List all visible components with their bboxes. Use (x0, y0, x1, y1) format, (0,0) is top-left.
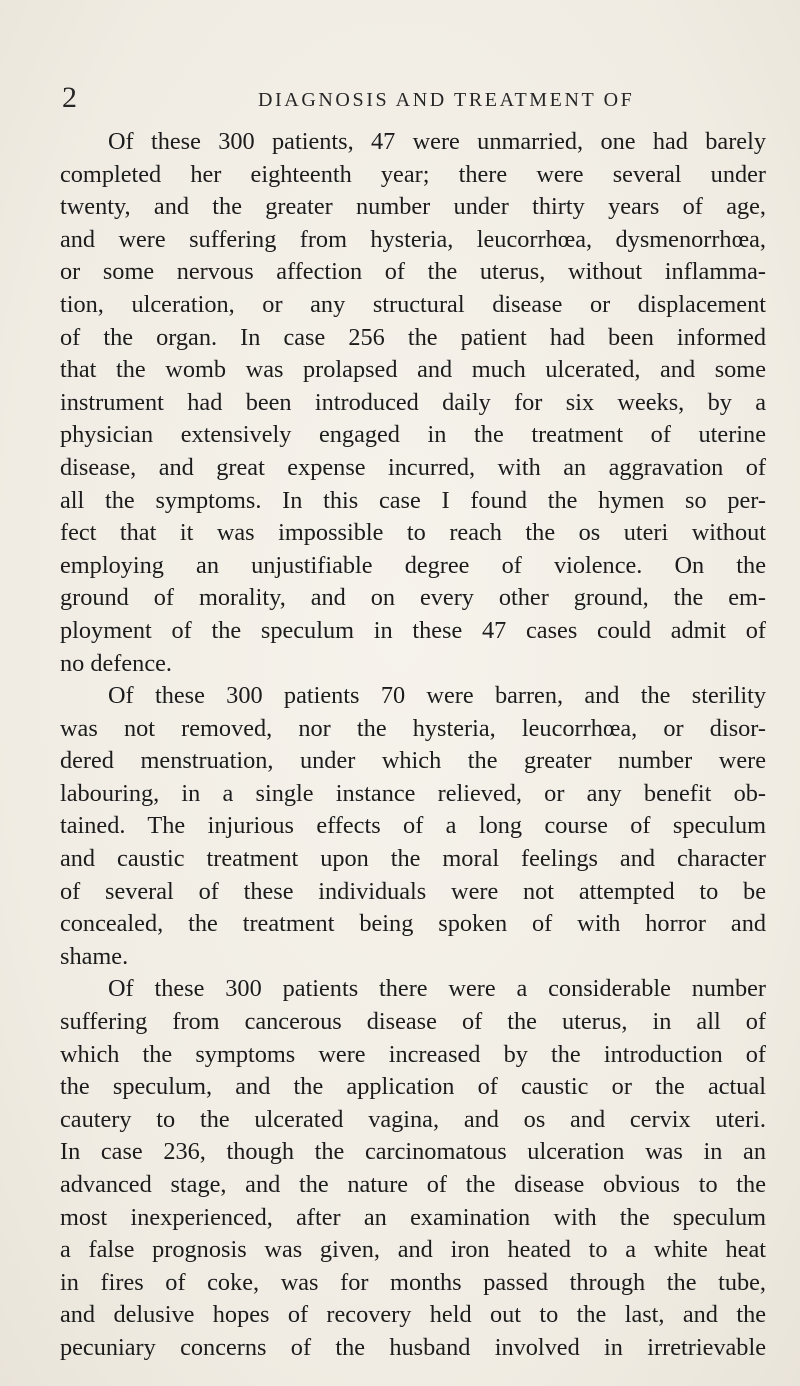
text-line: the speculum, and the application of caustic or the actual (60, 1073, 766, 1101)
text-line: dered menstruation, under which the greater number were (60, 747, 766, 775)
text-line: instrument had been introduced daily for six weeks, by a (60, 388, 766, 416)
text-line: Of these 300 patients, 47 were unmarried, one had barely (108, 128, 766, 155)
paragraph (60, 126, 766, 680)
text-line: tained. The injurious effects of a long course of speculum (60, 812, 766, 840)
text-line: completed her eighteenth year; there were several under (60, 160, 766, 188)
text-line: Of these 300 patients there were a considerable number (108, 975, 766, 1003)
text-line: was not removed, nor the hysteria, leucorrhœa, or disor- (60, 714, 766, 742)
text-line: disease, and great expense incurred, with an aggravation of (60, 453, 766, 481)
text-line: physician extensively engaged in the treatment of uterine (60, 421, 766, 449)
text-line: all the symptoms. In this case I found the hymen so per- (60, 486, 766, 514)
text-line: advanced stage, and the nature of the disease obvious to the (60, 1171, 766, 1198)
text-line: In case 236, though the carcinomatous ulceration was in an (60, 1138, 766, 1166)
running-head: DIAGNOSIS AND TREATMENT OF (258, 89, 635, 111)
body-text (60, 126, 766, 1365)
page-number: 2 (62, 81, 77, 114)
text-line: ployment of the speculum in these 47 cases could admit of (60, 616, 766, 644)
text-line: cautery to the ulcerated vagina, and os and cervix uteri. (60, 1105, 766, 1133)
text-line: which the symptoms were increased by the introduction of (60, 1040, 766, 1068)
text-line: most inexperienced, after an examination with the speculum (60, 1203, 766, 1231)
text-line: that the womb was prolapsed and much ulcerated, and some (60, 356, 766, 384)
page-header (62, 80, 762, 120)
text-line: twenty, and the greater number under thirty years of age, (60, 193, 766, 221)
text-line: of several of these individuals were not attempted to be (60, 877, 766, 905)
text-line: pecuniary concerns of the husband involved in irretrievable (60, 1333, 766, 1361)
text-line: fect that it was impossible to reach the os uteri without (60, 519, 766, 547)
text-line: in fires of coke, was for months passed through the tube, (60, 1268, 766, 1296)
text-line: of the organ. In case 256 the patient had been informed (60, 323, 766, 351)
text-line: no defence. (60, 649, 172, 677)
paragraph (60, 973, 766, 1364)
text-line: and were suffering from hysteria, leucorrhœa, dysmenorrhœa, (60, 225, 766, 253)
text-line: or some nervous affection of the uterus, without inflamma- (60, 258, 766, 286)
text-line: shame. (60, 942, 129, 970)
paragraph (60, 680, 766, 973)
text-line: labouring, in a single instance relieved, or any benefit ob- (60, 779, 766, 807)
text-line: employing an unjustifiable degree of violence. On the (60, 551, 766, 579)
text-line: tion, ulceration, or any structural disease or displacement (60, 290, 766, 318)
text-line: ground of morality, and on every other ground, the em- (60, 584, 766, 612)
text-line: a false prognosis was given, and iron heated to a white heat (60, 1236, 766, 1264)
text-line: concealed, the treatment being spoken of with horror and (60, 910, 766, 938)
text-line: and delusive hopes of recovery held out to the last, and the (60, 1301, 766, 1329)
text-line: Of these 300 patients 70 were barren, and the sterility (108, 682, 766, 710)
text-line: suffering from cancerous disease of the uterus, in all of (60, 1008, 766, 1036)
text-line: and caustic treatment upon the moral feelings and character (60, 845, 766, 873)
